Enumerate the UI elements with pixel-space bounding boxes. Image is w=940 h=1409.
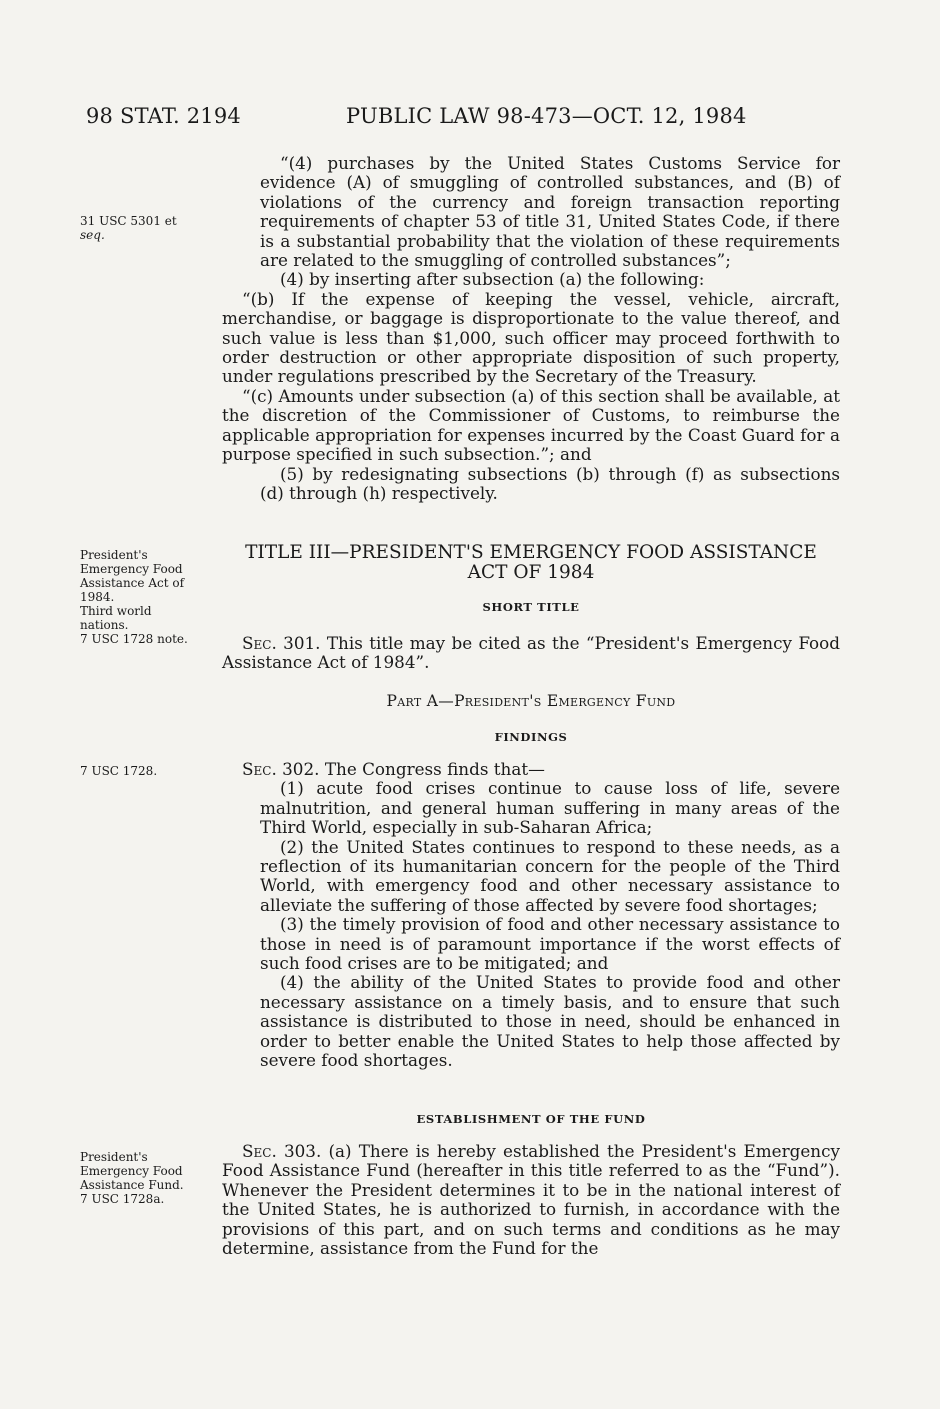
section-label: Sec. xyxy=(242,633,277,653)
paragraph-purchases: “(4) purchases by the United States Customs Service for evidence (A) of smuggling of controlled substances, and (B) of violations of the currency and foreign transaction reporting requirements of chapter 53 of title 31, United States Code, if there is a substantial probability that the violation of these requirements are related to the smuggling of controlled substances”; xyxy=(260,153,840,271)
margin-note-line: 7 USC 1728 note. xyxy=(80,632,188,646)
establishment-heading: ESTABLISHMENT OF THE FUND xyxy=(416,1112,646,1126)
margin-note-line: 7 USC 1728. xyxy=(80,764,158,778)
finding-4: (4) the ability of the United States to provide food and other necessary assistance on a timely basis, and to ensure that such assistance is distributed to those in need, should be enhanced in order to better enable the United States to help those affected by severe food shortages. xyxy=(260,972,840,1071)
margin-note-line: nations. xyxy=(80,618,129,632)
margin-note-line: 7 USC 1728a. xyxy=(80,1192,165,1206)
public-law-title: PUBLIC LAW 98-473—OCT. 12, 1984 xyxy=(346,104,747,128)
section-303-text: 303. (a) There is hereby established the President's Emergency Food Assistance Fund (hereafter in this title referred to as the “Fund”). Whenever the President determines it to be in the national interest of the United States, he is authorized to furnish, in accordance with the provisions of this part, and on such terms and conditions as he may determine, assistance from the Fund for the xyxy=(222,1141,840,1259)
part-a-heading: Part A—President's Emergency Fund xyxy=(386,692,676,710)
margin-note-line: President's xyxy=(80,1150,148,1164)
margin-note-line: Emergency Food xyxy=(80,562,183,576)
findings-heading: FINDINGS xyxy=(494,730,568,744)
margin-note-line: Assistance Act of xyxy=(80,576,185,590)
finding-2: (2) the United States continues to respond to these needs, as a reflection of its humanitarian concern for the people of the Third World, with emergency food and other necessary assistance to alleviate the suffering of those affected by severe food shortages; xyxy=(260,836,840,915)
paragraph-insert: (4) by inserting after subsection (a) the following: xyxy=(280,269,705,290)
finding-1: (1) acute food crises continue to cause loss of life, severe malnutrition, and general human suffering in many areas of the Third World, especially in sub-Saharan Africa; xyxy=(260,778,840,838)
title-heading-line: TITLE III—PRESIDENT'S EMERGENCY FOOD ASSISTANCE xyxy=(245,542,817,563)
paragraph-redesignate: (5) by redesignating subsections (b) through (f) as subsections (d) through (h) respectively. xyxy=(260,463,840,503)
title-heading-line: ACT OF 1984 xyxy=(467,562,595,583)
section-301 xyxy=(222,634,840,673)
title-iii-heading xyxy=(222,543,840,583)
margin-note-line: 31 USC 5301 et xyxy=(80,214,177,228)
short-title-heading: SHORT TITLE xyxy=(482,600,580,614)
margin-note-line: Emergency Food xyxy=(80,1164,183,1178)
margin-note-line: President's xyxy=(80,548,148,562)
margin-note-line: Assistance Fund. xyxy=(80,1178,184,1192)
section-302-text: 302. The Congress finds that— xyxy=(276,759,545,779)
margin-note-31usc5301 xyxy=(80,214,220,242)
page-header xyxy=(86,104,846,134)
section-303 xyxy=(222,1142,840,1258)
margin-note-7usc1728 xyxy=(80,764,220,778)
margin-note-line: 1984. xyxy=(80,590,115,604)
margin-note-line: Third world xyxy=(80,604,152,618)
subsection-b: “(b) If the expense of keeping the vessel, vehicle, aircraft, merchandise, or baggage is disproportionate to the value thereof, and such value is less than $1,000, such officer may proceed forthwith to order destruction or other appropriate disposition of such property, under regulations prescribed by the Secretary of the Treasury. xyxy=(222,288,840,387)
finding-3: (3) the timely provision of food and other necessary assistance to those in need is of paramount importance if the worst effects of such food crises are to be mitigated; and xyxy=(260,914,840,974)
margin-note-line: seq. xyxy=(80,228,105,242)
stat-page-number: 98 STAT. 2194 xyxy=(86,104,241,128)
margin-note-fund xyxy=(80,1150,220,1206)
section-label: Sec. xyxy=(242,759,277,779)
margin-note-title3 xyxy=(80,548,220,646)
section-label: Sec. xyxy=(242,1141,277,1161)
subsection-c: “(c) Amounts under subsection (a) of this section shall be available, at the discretion of the Commissioner of Customs, to reimburse the applicable appropriation for expenses incurred by the Coast Guard for a purpose specified in such subsection.”; and xyxy=(222,385,840,465)
section-302 xyxy=(222,760,840,1071)
section-301-text: 301. This title may be cited as the “President's Emergency Food Assistance Act of 1984”. xyxy=(222,633,840,673)
section-amendments xyxy=(222,154,840,503)
